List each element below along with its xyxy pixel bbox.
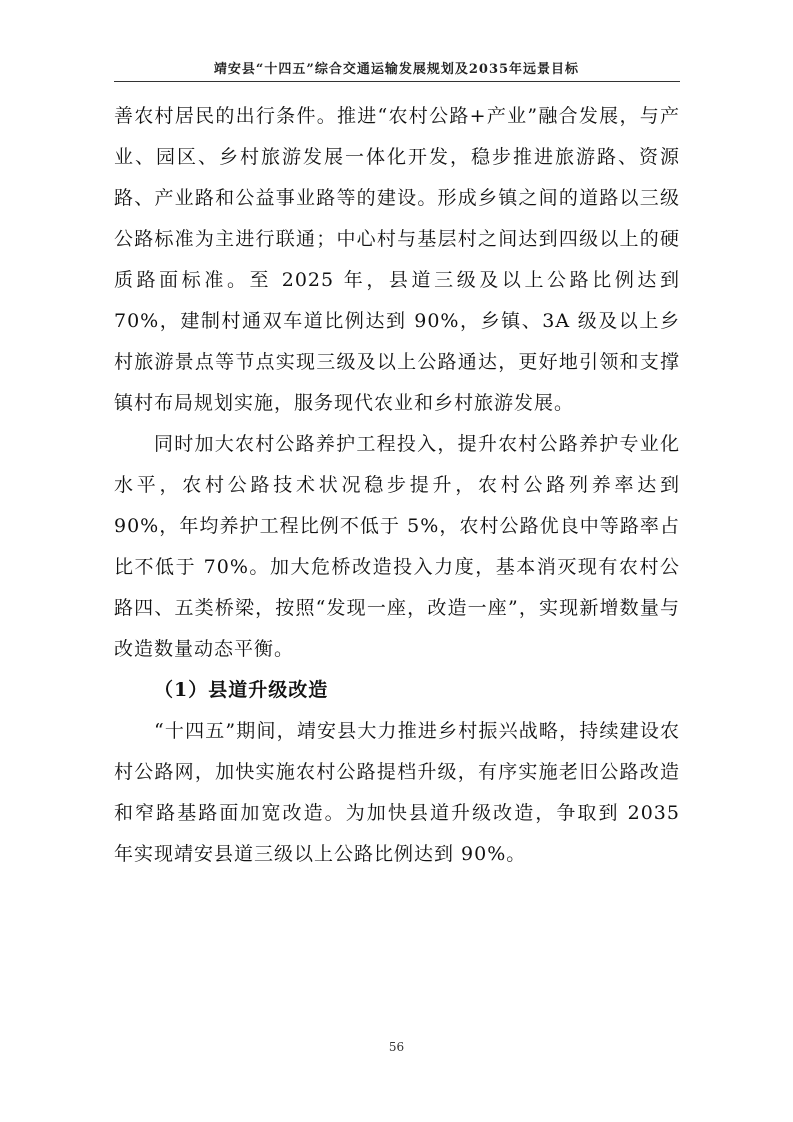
page-number: 56: [388, 1040, 405, 1054]
header-divider: [114, 81, 680, 82]
section-heading: （1）县道升级改造: [154, 679, 329, 701]
running-header: 靖安县“十四五”综合交通运输发展规划及2035年远景目标: [213, 62, 580, 77]
body-paragraph: 同时加大农村公路养护工程投入，提升农村公路养护专业化水平，农村公路技术状况稳步提升，农村公路列养率达到 90%，年均养护工程比例不低于 5%，农村公路优良中等路率占比不低于 70%。加大危桥改造投入力度，基本消灭现有农村公路四、五类桥梁，按照“发现一座，改造一座”，实现新增数量与改造数量动态平衡。: [114, 433, 680, 660]
body-paragraph: 善农村居民的出行条件。推进“农村公路+产业”融合发展，与产业、园区、乡村旅游发展一体化开发，稳步推进旅游路、资源路、产业路和公益事业路等的建设。形成乡镇之间的道路以三级公路标准为主进行联通；中心村与基层村之间达到四级以上的硬质路面标准。至 2025 年，县道三级及以上公路比例达到 70%，建制村通双车道比例达到 90%，乡镇、3A 级及以上乡村旅游景点等节点实现三级及以上公路通达，更好地引领和支撑镇村布局规划实施，服务现代农业和乡村旅游发展。: [114, 105, 680, 414]
body-paragraph: “十四五”期间，靖安县大力推进乡村振兴战略，持续建设农村公路网，加快实施农村公路提档升级，有序实施老旧公路改造和窄路基路面加宽改造。为加快县道升级改造，争取到 2035 年实现靖安县道三级以上公路比例达到 90%。: [114, 720, 680, 865]
document-body: [114, 96, 680, 875]
